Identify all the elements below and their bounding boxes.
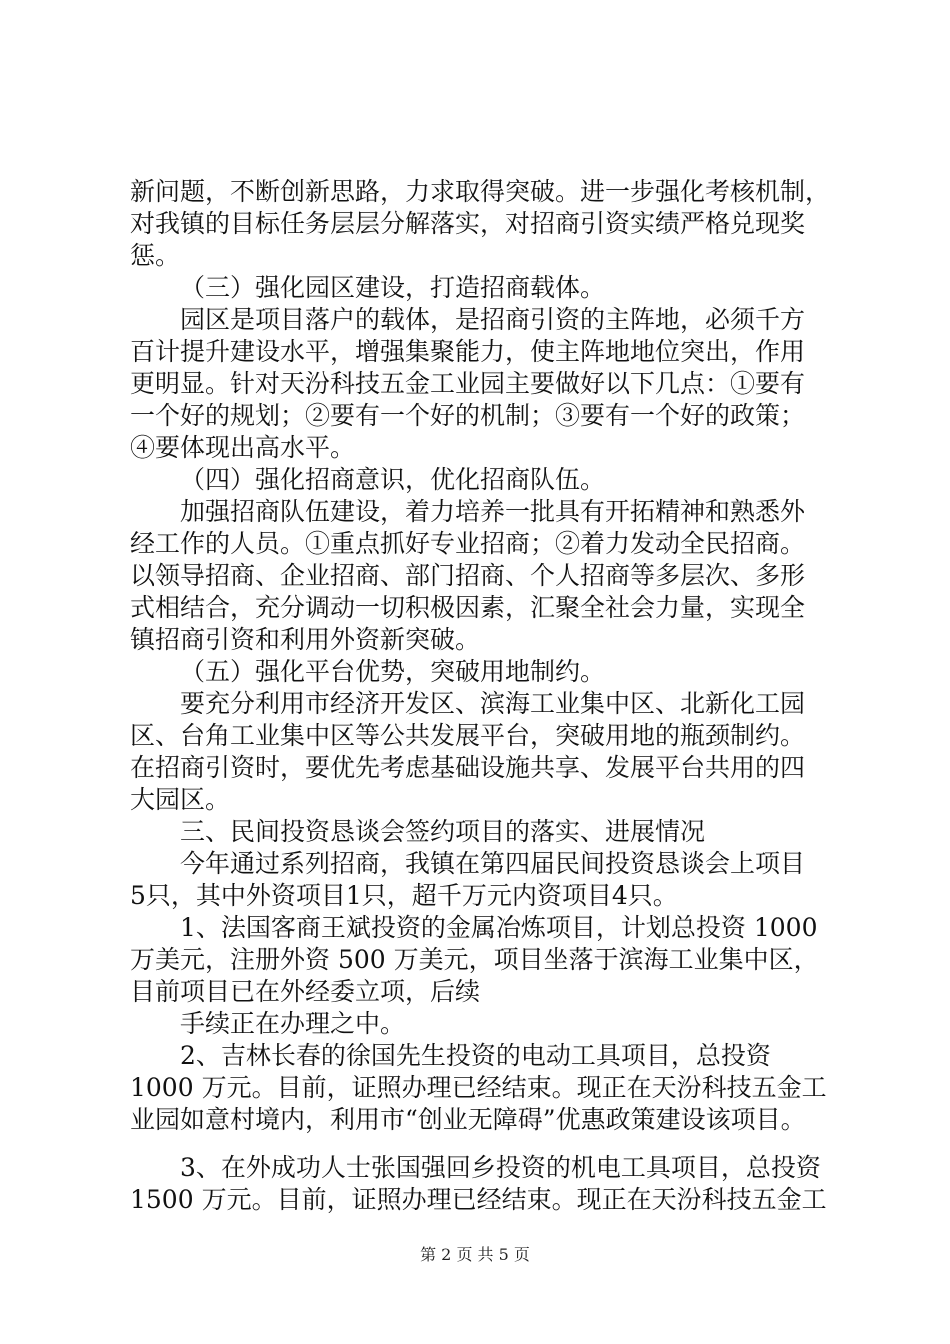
- text-line: 1500 万元。目前，证照办理已经结束。现正在天汾科技五金工: [130, 1185, 827, 1214]
- text-line: 对我镇的目标任务层层分解落实，对招商引资实绩严格兑现奖: [130, 209, 806, 238]
- text-line: 加强招商队伍建设，着力培养一批具有开拓精神和熟悉外: [180, 497, 806, 526]
- text-line: 万美元，注册外资 500 万美元，项目坐落于滨海工业集中区，: [130, 945, 819, 974]
- text-line: ④要体现出高水平。: [130, 433, 356, 462]
- text-line: 3、在外成功人士张国强回乡投资的机电工具项目，总投资: [180, 1153, 821, 1182]
- text-line: 1000 万元。目前，证照办理已经结束。现正在天汾科技五金工: [130, 1073, 827, 1102]
- text-line: 园区是项目落户的载体，是招商引资的主阵地，必须千方: [180, 305, 806, 334]
- text-line: 2、吉林长春的徐国先生投资的电动工具项目，总投资: [180, 1041, 771, 1070]
- text-line: 经工作的人员。①重点抓好专业招商；②着力发动全民招商。: [130, 529, 806, 558]
- text-line: 区、台角工业集中区等公共发展平台，突破用地的瓶颈制约。: [130, 721, 806, 750]
- section-heading: （三）强化园区建设，打造招商载体。: [180, 273, 606, 302]
- text-line: 业园如意村境内，利用市“创业无障碍”优惠政策建设该项目。: [130, 1105, 806, 1134]
- text-line: 一个好的规划；②要有一个好的机制；③要有一个好的政策；: [130, 401, 806, 430]
- text-line: 今年通过系列招商，我镇在第四届民间投资恳谈会上项目: [180, 849, 806, 878]
- text-line: 大园区。: [130, 785, 231, 814]
- page-number-footer: 第 2 页 共 5 页: [420, 1245, 530, 1264]
- text-line: 1、法国客商王斌投资的金属冶炼项目，计划总投资 1000: [180, 913, 818, 942]
- text-line: 在招商引资时，要优先考虑基础设施共享、发展平台共用的四: [130, 753, 806, 782]
- text-line: 百计提升建设水平，增强集聚能力，使主阵地地位突出，作用: [130, 337, 806, 366]
- text-line: 目前项目已在外经委立项，后续: [130, 977, 481, 1006]
- text-line: 要充分利用市经济开发区、滨海工业集中区、北新化工园: [180, 689, 806, 718]
- text-line: 5只，其中外资项目1只，超千万元内资项目4只。: [130, 881, 678, 910]
- text-line: 式相结合，充分调动一切积极因素，汇聚全社会力量，实现全: [130, 593, 806, 622]
- section-heading: （四）强化招商意识，优化招商队伍。: [180, 465, 606, 494]
- text-line: 新问题，不断创新思路，力求取得突破。进一步强化考核机制，: [130, 177, 831, 206]
- text-line: 更明显。针对天汾科技五金工业园主要做好以下几点：①要有: [130, 369, 806, 398]
- section-heading: 三、民间投资恳谈会签约项目的落实、进展情况: [180, 817, 706, 846]
- text-line: 手续正在办理之中。: [180, 1009, 406, 1038]
- text-line: 惩。: [130, 241, 181, 270]
- text-line: 镇招商引资和利用外资新突破。: [130, 625, 481, 654]
- section-heading: （五）强化平台优势，突破用地制约。: [180, 657, 606, 686]
- text-line: 以领导招商、企业招商、部门招商、个人招商等多层次、多形: [130, 561, 806, 590]
